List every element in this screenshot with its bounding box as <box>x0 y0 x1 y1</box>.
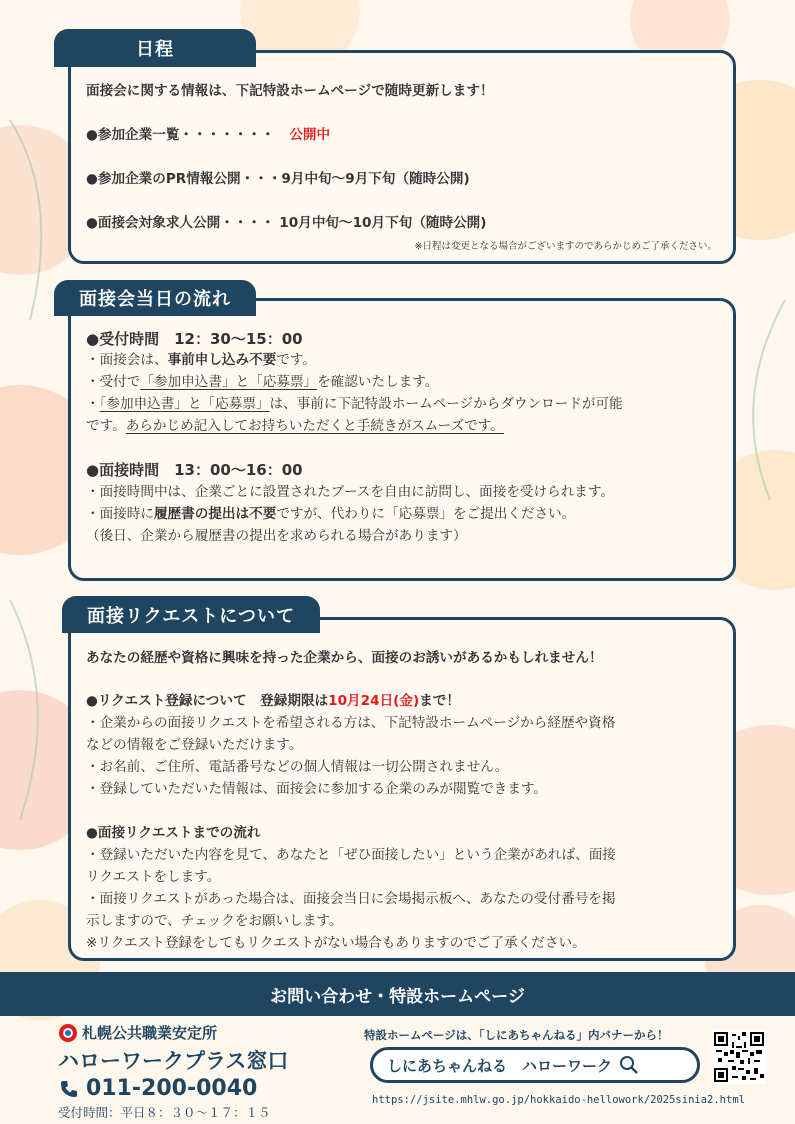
flow-l1-bold: 事前申し込み不要 <box>167 352 277 368</box>
request-tab <box>62 596 320 633</box>
flow-tab <box>54 280 256 316</box>
reception-time: ●受付時間 12：30〜15：00 <box>86 330 303 348</box>
flow-l6-post: ですが、代わりに「応募票」をご提出ください。 <box>276 506 576 522</box>
flow-l6-pre: ・面接時に <box>86 506 154 522</box>
hellowork-logo-icon <box>58 1023 78 1043</box>
flow-l4-pre: です。 <box>86 418 126 434</box>
request-tab-label: 面接リクエストについて <box>87 605 295 627</box>
request-reg-post: まで！ <box>419 693 460 709</box>
footer-bar-label: お問い合わせ・特設ホームページ <box>270 986 525 1007</box>
request-flow-4: 示しますので、チェックをお願いします。 <box>86 913 343 929</box>
flow-line-3 <box>86 395 725 413</box>
flow-l1-pre: ・面接会は、 <box>86 352 168 368</box>
search-text: しにあちゃんねる ハローワーク <box>387 1056 613 1075</box>
flow-line-6 <box>86 505 725 523</box>
phone-icon <box>58 1078 80 1100</box>
banner-note: 特設ホームページは、「しにあちゃんねる」内バナーから！ <box>364 1028 669 1042</box>
request-flow-1: ・登録いただいた内容を見て、あなたと「ぜひ面接したい」という企業があれば、面接 <box>86 847 616 863</box>
schedule-tab-label: 日程 <box>136 39 174 60</box>
flow-l2-u: 「参加申込書」と「応募票」 <box>140 374 318 390</box>
request-line-1: ・企業からの面接リクエストを希望される方は、下記特設ホームページから経歴や資格 <box>86 715 616 731</box>
schedule-item-companies <box>86 126 725 144</box>
flow-l4-u: あらかじめ記入してお持ちいただくと手続きがスムーズです。 <box>125 418 504 434</box>
schedule-item-jobs: ●面接会対象求人公開・・・・ 10月中旬〜10月下旬（随時公開) <box>86 215 487 231</box>
request-registration <box>86 692 725 710</box>
flow-line-1 <box>86 351 725 369</box>
flow-line-4 <box>86 417 725 435</box>
footer-office: ハローワークプラス窓口 <box>58 1049 289 1073</box>
flow-l3-u: 「参加申込書」と「応募票」 <box>99 396 270 412</box>
footer-url[interactable]: https://jsite.mhlw.go.jp/hokkaido-hellowork/2025sinia2.html <box>372 1094 745 1106</box>
flow-line-7: （後日、企業から履歴書の提出を求められる場合があります） <box>86 528 467 544</box>
flow-tab-label: 面接会当日の流れ <box>79 289 231 310</box>
qr-code[interactable] <box>712 1030 766 1084</box>
search-icon <box>618 1054 640 1076</box>
footer-bar <box>0 972 795 1016</box>
flow-l3-pre: ・ <box>86 396 100 412</box>
schedule-tab <box>54 29 256 67</box>
request-flow-3: ・面接リクエストがあった場合は、面接会当日に会場掲示板へ、あなたの受付番号を掲 <box>86 891 616 907</box>
schedule-item-pr: ●参加企業のPR情報公開・・・9月中旬〜9月下旬（随時公開) <box>86 171 470 187</box>
flow-l6-bold: 履歴書の提出は不要 <box>153 506 277 522</box>
schedule-note: ※日程は変更となる場合がございますのであらかじめご了承ください。 <box>414 241 717 252</box>
request-flow-head: ●面接リクエストまでの流れ <box>86 825 261 841</box>
request-reg-date: 10月24日(金) <box>328 693 420 709</box>
search-box[interactable] <box>370 1047 700 1083</box>
schedule-item1-status: 公開中 <box>289 127 331 143</box>
schedule-intro: 面接会に関する情報は、下記特設ホームページで随時更新します！ <box>86 83 494 99</box>
request-line-2: などの情報をご登録いただけます。 <box>86 737 303 753</box>
contact-block <box>58 1022 358 1121</box>
flow-l2-pre: ・受付で <box>86 374 141 390</box>
flow-l3-post: は、事前に下記特設ホームページからダウンロードが可能 <box>269 396 623 412</box>
footer-phone[interactable]: 011-200-0040 <box>86 1076 258 1101</box>
request-reg-pre: ●リクエスト登録について 登録期限は <box>86 693 329 709</box>
interview-time: ●面接時間 13：00〜16：00 <box>86 461 303 479</box>
flow-l2-post: を確認いたします。 <box>317 374 439 390</box>
request-line-4: ・登録していただいた情報は、面接会に参加する企業のみが閲覧できます。 <box>86 781 548 797</box>
flow-l1-post: です。 <box>276 352 317 368</box>
footer-org: 札幌公共職業安定所 <box>82 1024 218 1042</box>
schedule-item1-label: ●参加企業一覧・・・・・・・ <box>86 127 275 143</box>
flow-line-5: ・面接時間中は、企業ごとに設置されたブースを自由に訪問し、面接を受けられます。 <box>86 484 614 500</box>
flow-line-2 <box>86 373 725 391</box>
footer-hours: 受付時間：平日８：３０〜１７：１５ <box>58 1105 271 1120</box>
request-intro: あなたの経歴や資格に興味を持った企業から、面接のお誘いがあるかもしれません！ <box>86 650 603 666</box>
request-line-3: ・お名前、ご住所、電話番号などの個人情報は一切公開されません。 <box>86 759 509 775</box>
request-flow-2: リクエストをします。 <box>86 869 221 885</box>
request-flow-5: ※リクエスト登録をしてもリクエストがない場合もありますのでご了承ください。 <box>86 935 586 951</box>
